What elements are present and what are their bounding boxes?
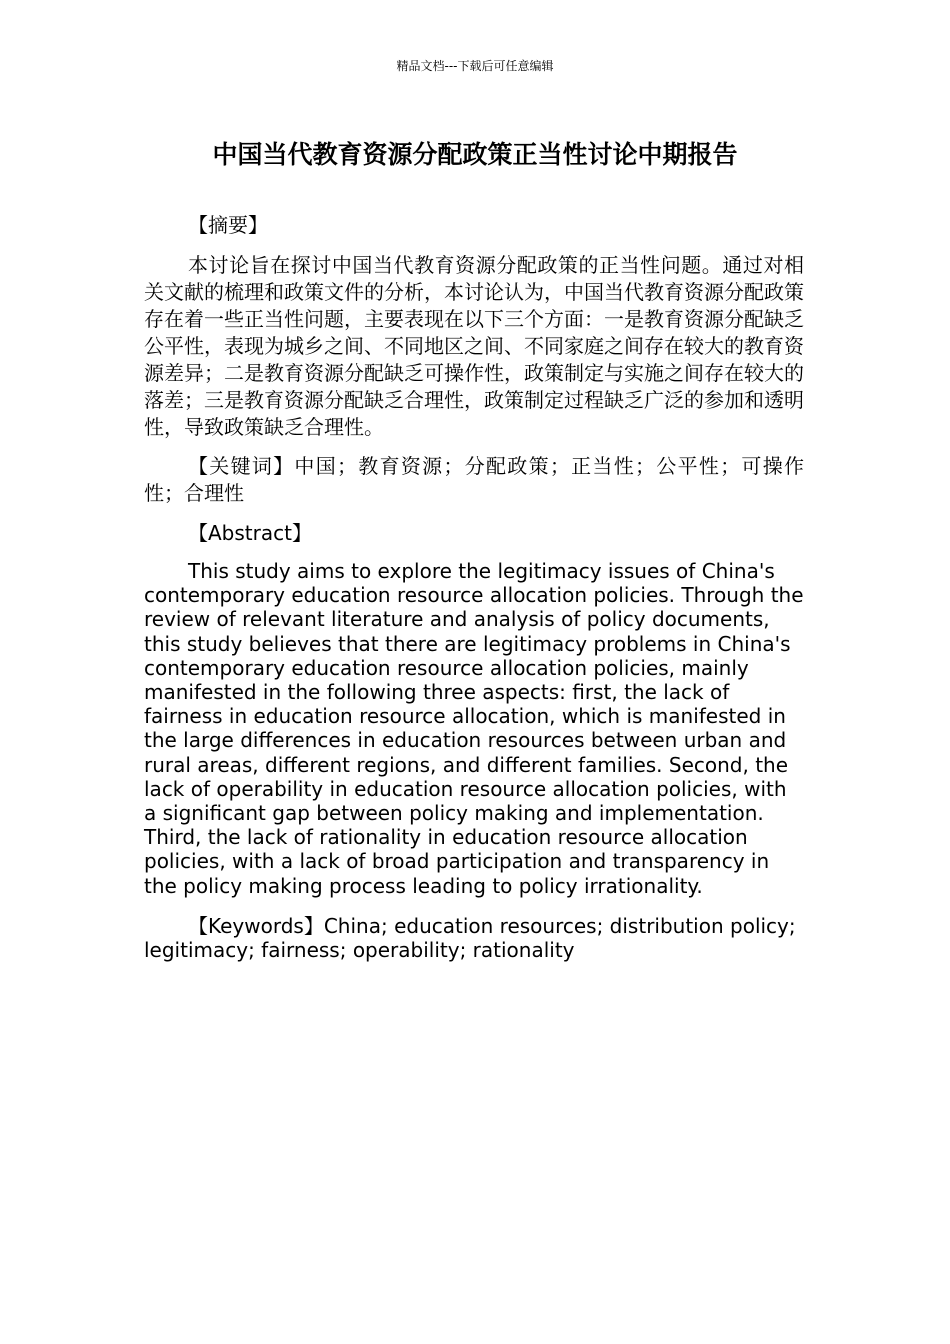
abstract-en-paragraph: This study aims to explore the legitimacy issues of China's contemporary education resource allocation policies. Through the review of relevant literature and analysis of policy documents, this study believes that there are legitimacy problems in China's contemporary education resource allocation policies, mainly manifested in the following three aspects: first, the lack of fairness in education resource allocation, which is manifested in the large differences in education resources between urban and rural areas, different regions, and different families. Second, the lack of operability in education resource allocation policies, with a significant gap between policy making and implementation. Third, the lack of rationality in education resource allocation policies, with a lack of broad participation and transparency in the policy making process leading to policy irrationality. [144,559,804,898]
document-title: 中国当代教育资源分配政策正当性讨论中期报告 [212,140,738,169]
keywords-en: 【Keywords】China; education resources; distribution policy; legitimacy; fairness; operability; rationality [144,913,796,963]
page-header-watermark: 精品文档---下载后可任意编辑 [396,59,554,73]
document-body [144,212,804,962]
abstract-cn-paragraph: 本讨论旨在探讨中国当代教育资源分配政策的正当性问题。通过对相关文献的梳理和政策文件的分析，本讨论认为，中国当代教育资源分配政策存在着一些正当性问题，主要表现在以下三个方面：一是教育资源分配缺乏公平性，表现为城乡之间、不同地区之间、不同家庭之间存在较大的教育资源差异；二是教育资源分配缺乏可操作性，政策制定与实施之间存在较大的落差；三是教育资源分配缺乏合理性，政策制定过程缺乏广泛的参加和透明性，导致政策缺乏合理性。 [144,253,804,439]
abstract-en-heading: 【Abstract】 [188,521,312,545]
keywords-cn: 【关键词】中国；教育资源；分配政策；正当性；公平性；可操作性；合理性 [144,454,804,505]
abstract-cn-heading: 【摘要】 [188,213,268,237]
